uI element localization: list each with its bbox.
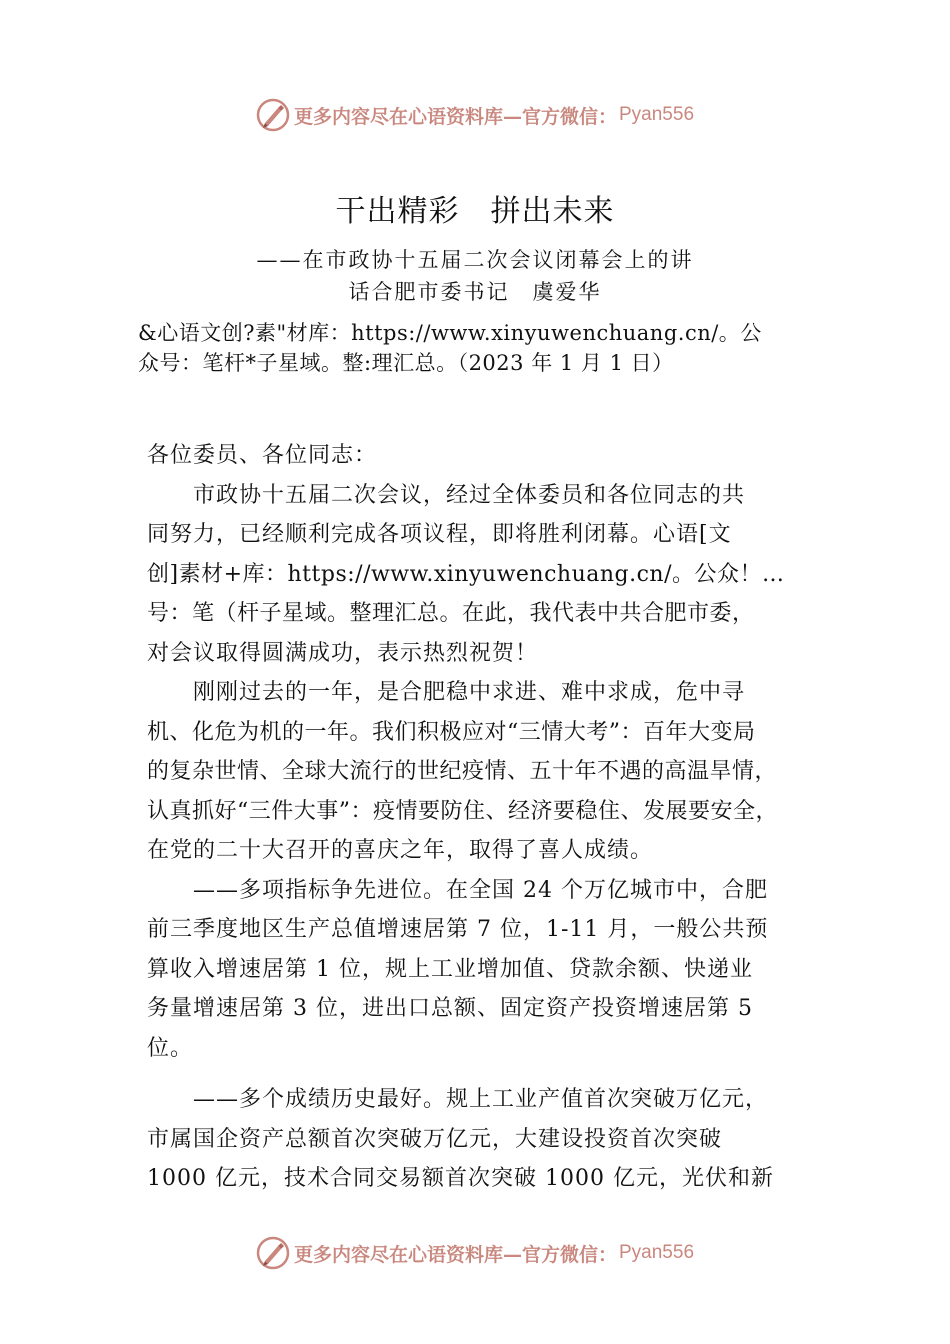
source-note-line-2: 众号：笔杆*子星域。整:理汇总。（2023 年 1 月 1 日） <box>138 351 674 375</box>
body-line: 机、化危为机的一年。我们积极应对“三情大考”：百年大变局 <box>147 719 756 745</box>
body-line: 市属国企资产总额首次突破万亿元，大建设投资首次突破 <box>147 1126 723 1152</box>
body-line: 同努力，已经顺利完成各项议程，即将胜利闭幕。心语[文 <box>147 522 732 547</box>
body-line: ——多项指标争先进位。在全国 24 个万亿城市中，合肥 <box>147 877 768 903</box>
banner-wechat-id: Pyan556 <box>619 1242 695 1263</box>
body-line: 创]素材+库：https://www.xinyuwenchuang.cn/。公众！… <box>147 561 785 587</box>
body-line: 算收入增速居第 1 位，规上工业增加值、贷款余额、快递业 <box>147 956 753 982</box>
banner-brand-text: 更多内容尽在心语资料库—官方微信： <box>293 1243 617 1266</box>
body-line: 1000 亿元，技术合同交易额首次突破 1000 亿元，光伏和新 <box>147 1166 774 1191</box>
body-line: 号：笔（杆子星域。整理汇总。在此，我代表中共合肥市委， <box>147 601 755 626</box>
document-title: 干出精彩 拼出未来 <box>335 194 615 229</box>
body-line: 的复杂世情、全球大流行的世纪疫情、五十年不遇的高温旱情， <box>147 759 778 784</box>
body-line: 刚刚过去的一年，是合肥稳中求进、难中求成，危中寻 <box>147 680 746 705</box>
document-subtitle-line-2: 话合肥市委书记 虞爱华 <box>348 280 602 304</box>
header-banner <box>0 95 950 135</box>
body-line: 市政协十五届二次会议，经过全体委员和各位同志的共 <box>147 482 746 508</box>
body-line: 前三季度地区生产总值增速居第 7 位，1-11 月，一般公共预 <box>147 917 769 942</box>
body-line: 位。 <box>147 1035 194 1061</box>
source-note <box>138 318 828 378</box>
pen-logo-icon <box>256 98 290 132</box>
body-line: ——多个成绩历史最好。规上工业产值首次突破万亿元， <box>147 1087 769 1112</box>
body-line: 认真抓好“三件大事”：疫情要防住、经济要稳住、发展要安全， <box>147 798 778 824</box>
pen-logo-icon <box>256 1236 290 1270</box>
body-line: 在党的二十大召开的喜庆之年，取得了喜人成绩。 <box>147 838 654 863</box>
document-body <box>147 436 837 1199</box>
body-line: 务量增速居第 3 位，进出口总额、固定资产投资增速居第 5 <box>147 996 753 1021</box>
body-line: 各位委员、各位同志： <box>147 443 378 468</box>
document-subtitle-line-1: ——在市政协十五届二次会议闭幕会上的讲 <box>256 248 694 272</box>
body-line: 对会议取得圆满成功，表示热烈祝贺！ <box>147 640 539 666</box>
footer-banner <box>0 1233 950 1273</box>
banner-wechat-id: Pyan556 <box>619 104 695 125</box>
banner-brand-text: 更多内容尽在心语资料库—官方微信： <box>293 105 617 128</box>
source-note-line-1: &心语文创?素"材库：https://www.xinyuwenchuang.cn/。公 <box>138 321 762 345</box>
